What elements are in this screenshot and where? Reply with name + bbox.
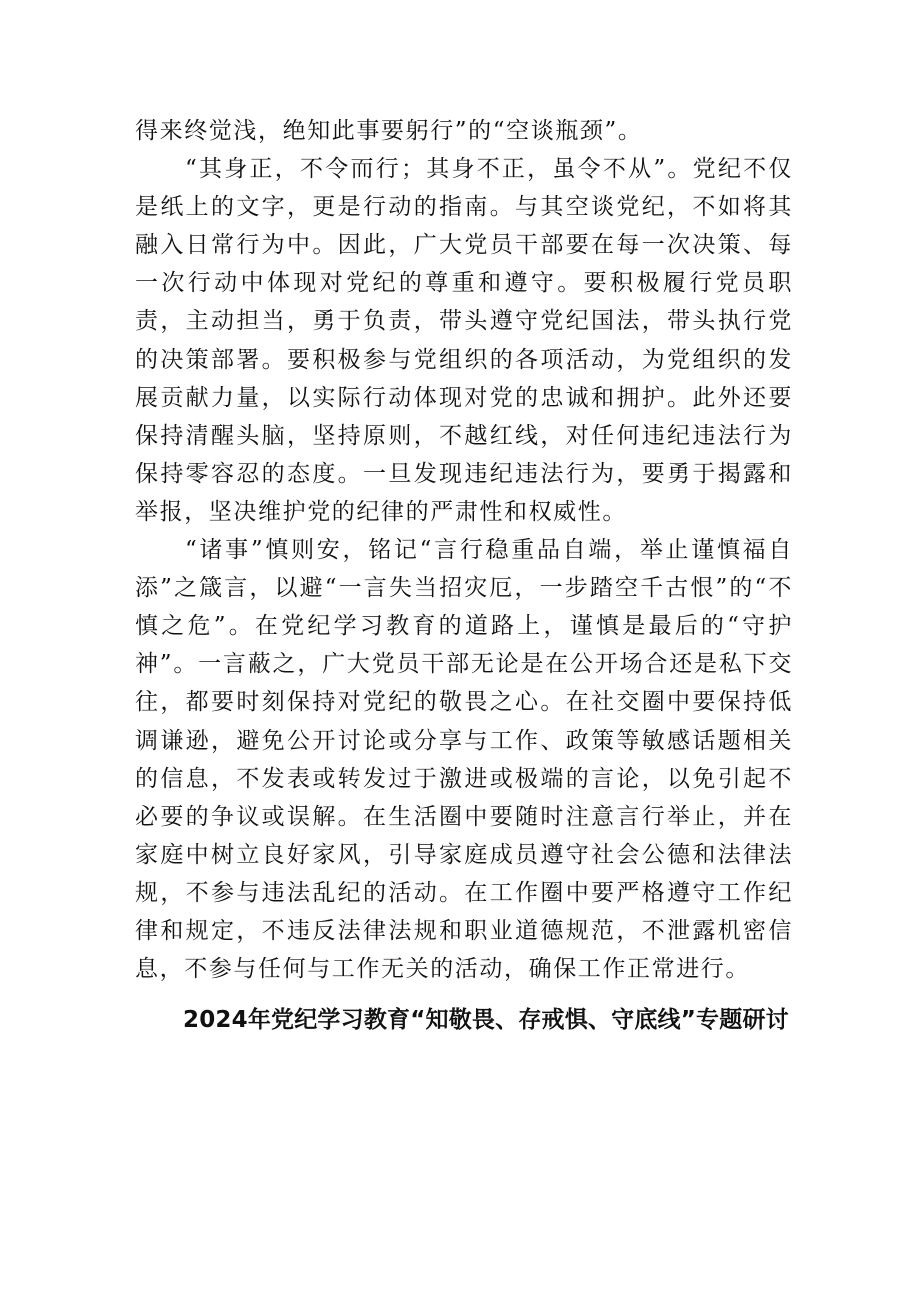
- section-heading: 2024年党纪学习教育“知敬畏、存戒惧、守底线”专题研讨: [183, 1007, 789, 1034]
- paragraph-qishenzheng: “其身正，不令而行；其身不正，虽令不从”。党纪不仅是纸上的文字，更是行动的指南。与其空谈党纪，不如将其融入日常行为中。因此，广大党员干部要在每一次决策、每一次行动中体现对党纪的尊重和遵守。要积极履行党员职责，主动担当，勇于负责，带头遵守党纪国法，带头执行党的决策部署。要积极参与党组织的各项活动，为党组织的发展贡献力量，以实际行动体现对党的忠诚和拥护。此外还要保持清醒头脑，坚持原则，不越红线，对任何违纪违法行为保持零容忍的态度。一旦发现违纪违法行为，要勇于揭露和举报，坚决维护党的纪律的严肃性和权威性。: [135, 156, 793, 525]
- paragraph-continuation: 得来终觉浅，绝知此事要躬行”的“空谈瓶颈”。: [135, 118, 643, 144]
- document-body: [135, 112, 793, 1040]
- paragraph-zhushi: “诸事”慎则安，铭记“言行稳重品自端，举止谨慎福自添”之箴言，以避“一言失当招灾厄，一步踏空千古恨”的“不慎之危”。在党纪学习教育的道路上，谨慎是最后的“守护神”。一言蔽之，广大党员干部无论是在公开场合还是私下交往，都要时刻保持对党纪的敬畏之心。在社交圈中要保持低调谦逊，避免公开讨论或分享与工作、政策等敏感话题相关的信息，不发表或转发过于激进或极端的言论，以免引起不必要的争议或误解。在生活圈中要随时注意言行举止，并在家庭中树立良好家风，引导家庭成员遵守社会公德和法律法规，不参与违法乱纪的活动。在工作圈中要严格遵守工作纪律和规定，不违反法律法规和职业道德规范，不泄露机密信息，不参与任何与工作无关的活动，确保工作正常进行。: [135, 537, 793, 983]
